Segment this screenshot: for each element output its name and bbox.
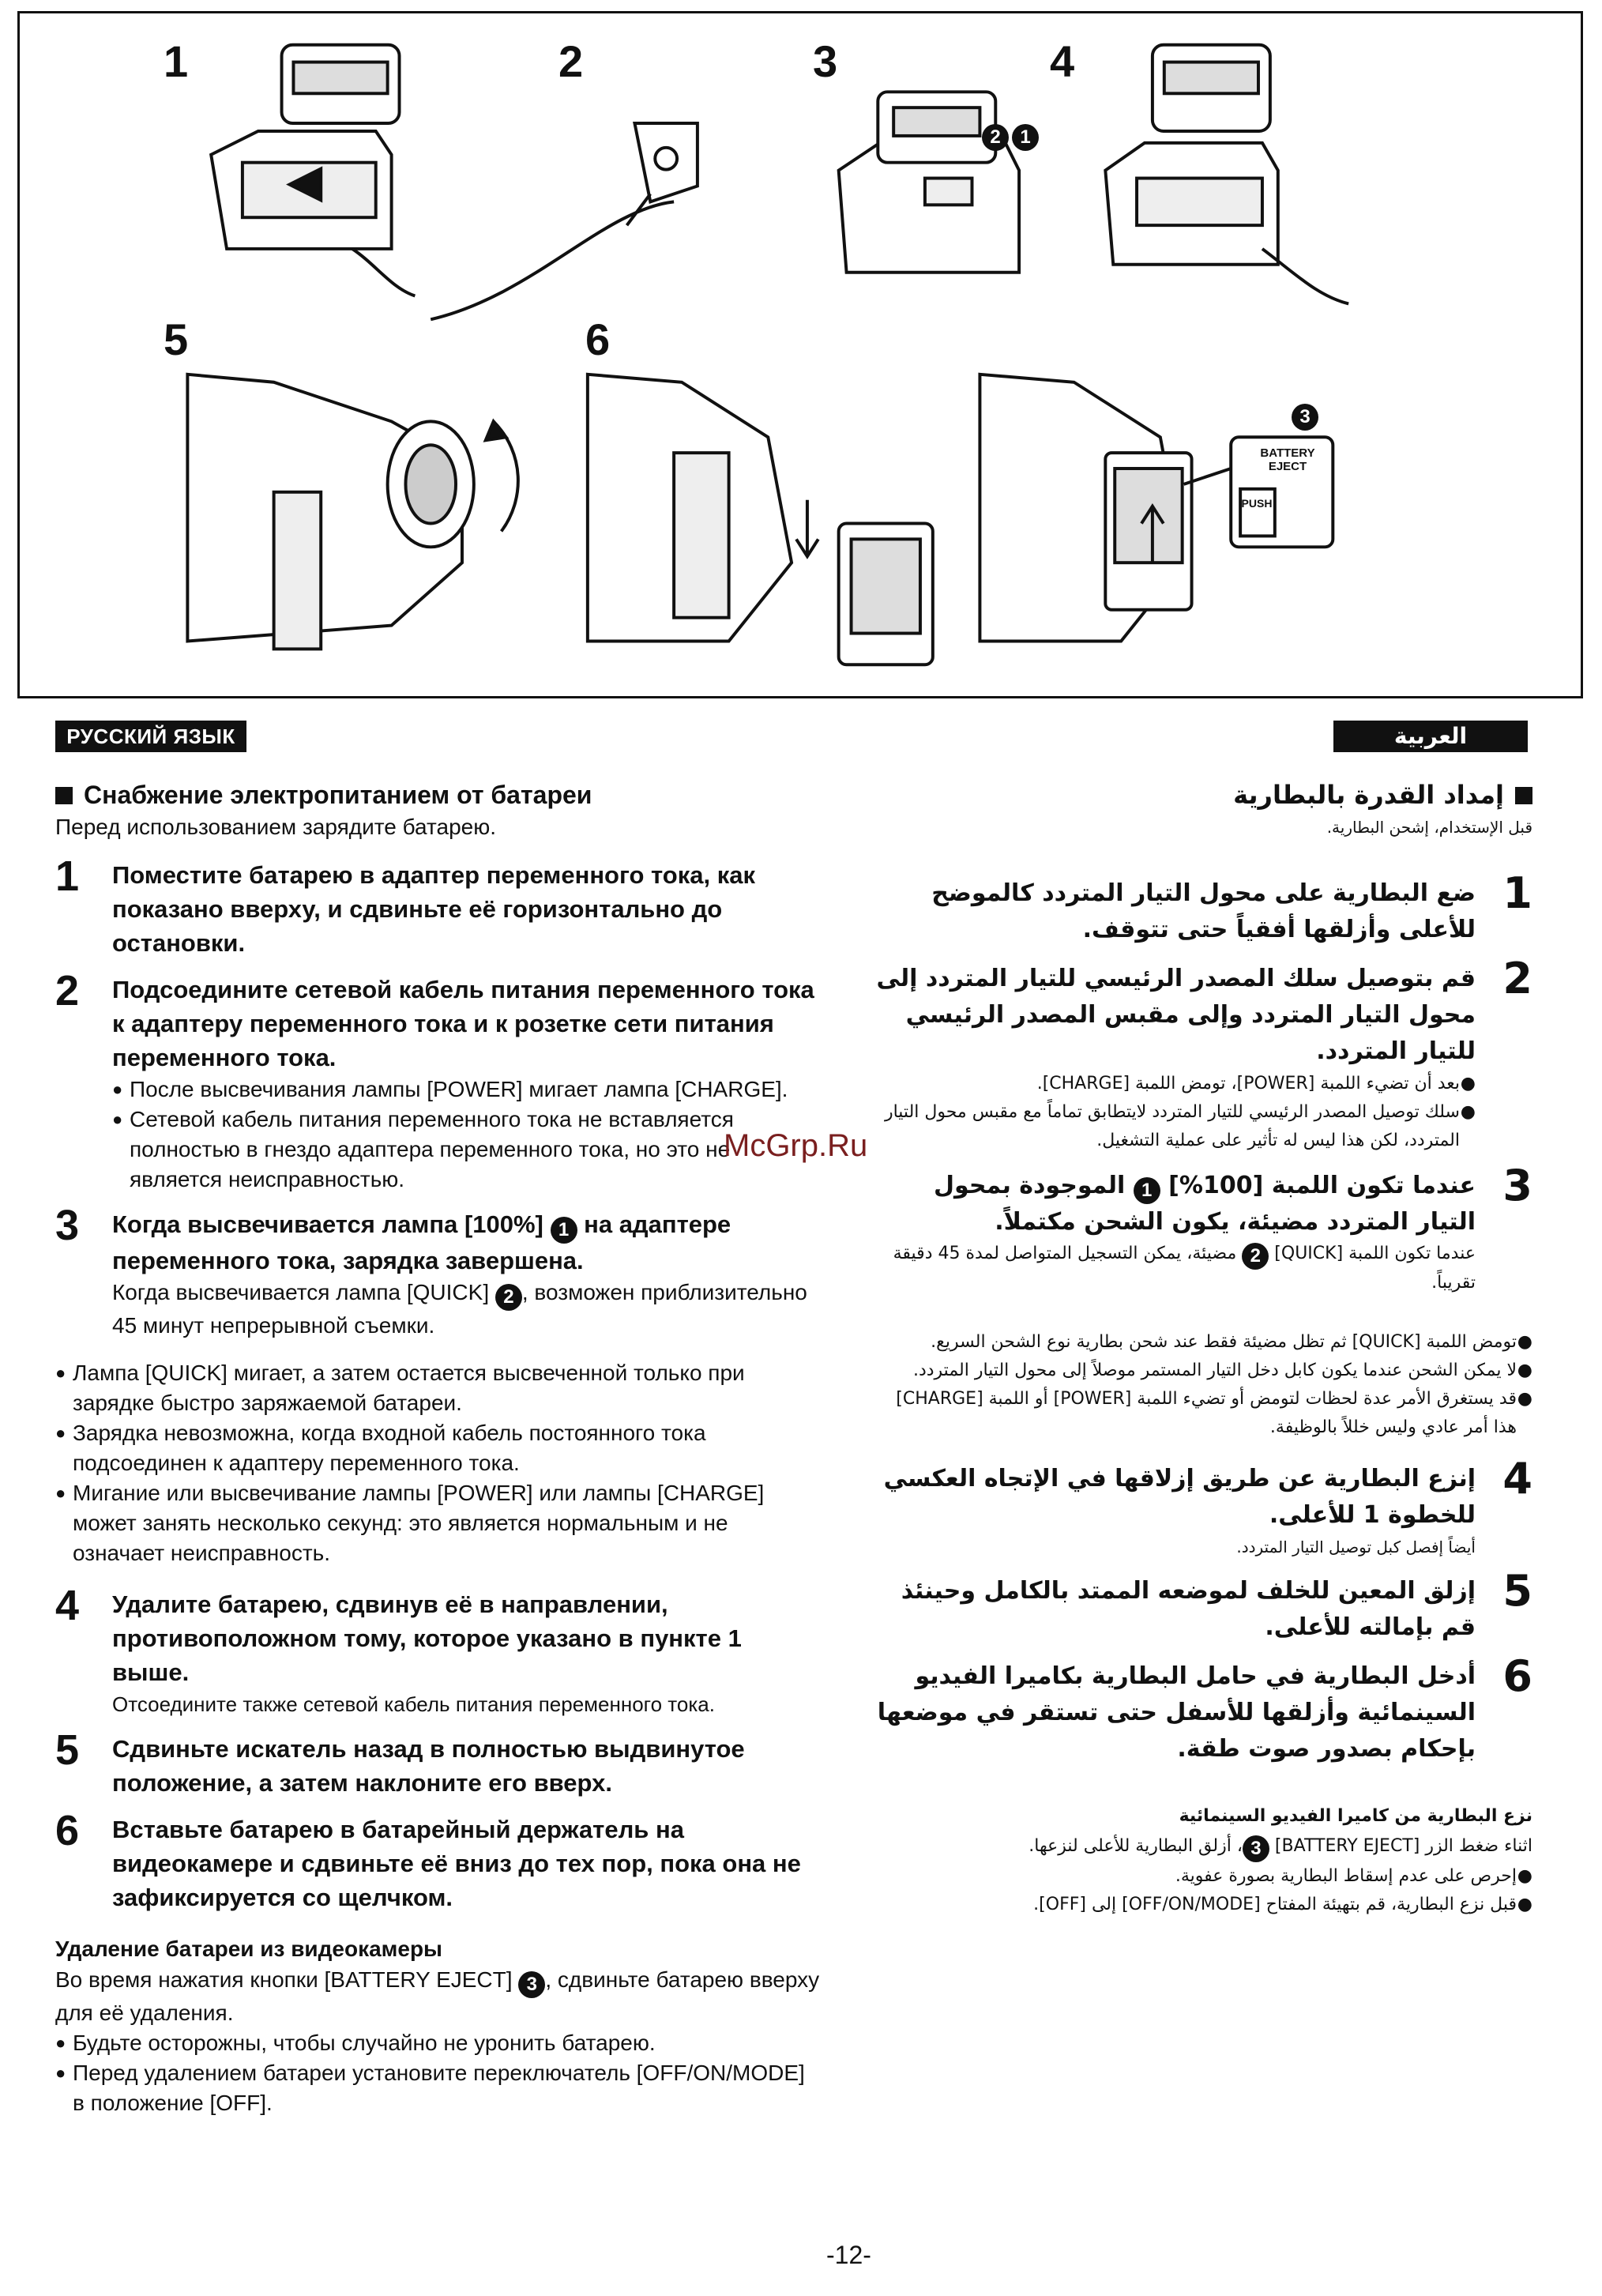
removal-bullet: ● Будьте осторожны, чтобы случайно не уронить батарею. bbox=[55, 2028, 822, 2058]
arabic-column bbox=[869, 779, 1532, 1919]
general-notes bbox=[55, 1358, 822, 1568]
charger-indicator-drawing bbox=[839, 92, 1019, 272]
step-6 bbox=[869, 1651, 1532, 1767]
step-instruction: إنزع البطارية عن طريق إزلاقها في الإتجاه العكسي للخطوة 1 للأعلى. bbox=[883, 1465, 1476, 1529]
section-title bbox=[55, 779, 822, 811]
removal-heading: نزع البطارية من كاميرا الفيديو السينمائية bbox=[1179, 1806, 1532, 1826]
step-note: Отсоедините также сетевой кабель питания переменного тока. bbox=[112, 1692, 715, 1716]
note-bullet: ● لا يمكن الشحن عندما يكون كابل دخل التيار المستمر موصلاً إلى محول التيار المتردد. bbox=[869, 1357, 1532, 1385]
note-bullet: ● Мигание или высвечивание лампы [POWER] или лампы [CHARGE] может занять несколько секунд: это является нормальным и не означает неисправность. bbox=[55, 1478, 822, 1568]
battery-eject-label: BATTERY EJECT bbox=[1260, 446, 1315, 473]
step-number: 3 bbox=[1502, 1161, 1532, 1210]
removal-text-part: , сдвиньте батарею вверху для её удаления. bbox=[55, 1967, 820, 2025]
step-instruction bbox=[869, 1168, 1476, 1240]
step-3 bbox=[869, 1161, 1532, 1297]
russian-column bbox=[55, 779, 822, 2118]
note-bullet: ● تومض اللمبة [QUICK] ثم تظل مضيئة فقط عند شحن بطارية نوع الشحن السريع. bbox=[869, 1328, 1532, 1357]
watermark: McGrp.Ru bbox=[724, 1128, 868, 1163]
removal-bullet: ● قبل نزع البطارية، قم بتهيئة المفتاح [OFF/ON/MODE] إلى [OFF]. bbox=[869, 1891, 1532, 1919]
square-bullet-icon bbox=[1515, 787, 1532, 804]
step-number: 1 bbox=[55, 853, 80, 900]
intro-text: Перед использованием зарядите батарею. bbox=[55, 815, 496, 839]
step-number: 5 bbox=[1502, 1566, 1532, 1616]
callout-3-icon: 3 bbox=[1292, 404, 1318, 431]
step-bullet: ● بعد أن تضيء اللمبة [POWER]، تومض اللمبة [CHARGE]. bbox=[869, 1070, 1476, 1098]
general-notes bbox=[869, 1328, 1532, 1442]
step-instruction: أدخل البطارية في حامل البطارية بكاميرا الفيديو السينمائية وأزلقها للأسفل حتى تستقر في موضعها بإحكام بصدور صوت طقة. bbox=[877, 1662, 1476, 1763]
callout-2-icon: 2 bbox=[495, 1284, 522, 1311]
removal-text bbox=[869, 1832, 1532, 1862]
step-number: 4 bbox=[55, 1582, 80, 1629]
step-4 bbox=[869, 1454, 1532, 1560]
step-6 bbox=[55, 1807, 822, 1914]
step-number: 6 bbox=[55, 1807, 80, 1854]
step-instruction: قم بتوصيل سلك المصدر الرئيسي للتيار المتردد إلى محول التيار المتردد وإلى مقبس المصدر الرئيسي للتيار المتردد. bbox=[876, 965, 1476, 1065]
step-number: 5 bbox=[55, 1726, 80, 1774]
callout-1-icon: 1 bbox=[1134, 1177, 1160, 1204]
push-label: PUSH bbox=[1241, 497, 1273, 510]
step-note bbox=[112, 1278, 822, 1341]
removal-text-part: اثناء ضغط الزر [BATTERY EJECT] bbox=[1269, 1836, 1532, 1856]
callout-3-icon: 3 bbox=[1243, 1835, 1269, 1862]
callout-1-icon: 1 bbox=[551, 1217, 577, 1244]
step-instruction: Удалите батарею, сдвинув её в направлении, противоположном тому, которое указано в пункте 1 выше. bbox=[112, 1590, 742, 1686]
russian-language-label: РУССКИЙ ЯЗЫК bbox=[55, 721, 246, 752]
step-1 bbox=[55, 853, 822, 960]
step-bullet: ● Сетевой кабель питания переменного тока не вставляется полностью в гнездо адаптера переменного тока, но это не является неисправностью. bbox=[112, 1105, 822, 1195]
figure-step-6: 6 bbox=[585, 314, 611, 364]
step-instruction: Поместите батарею в адаптер переменного тока, как показано вверху, и сдвиньте её горизонтально до остановки. bbox=[112, 861, 755, 957]
battery-insert-drawing bbox=[588, 375, 933, 664]
step-number: 2 bbox=[1502, 954, 1532, 1003]
callout-3-icon: 3 bbox=[518, 1971, 545, 1998]
section-title-text: Снабжение электропитанием от батареи bbox=[84, 781, 592, 809]
note-bullet: ● قد يستغرق الأمر عدة لحظات لتومض أو تضيء اللمبة [POWER] أو اللمبة [CHARGE] هذا أمر عادي وليس خللاً بالوظيفة. bbox=[869, 1385, 1532, 1442]
callout-2-icon: 2 bbox=[982, 124, 1009, 151]
step-5 bbox=[869, 1566, 1532, 1646]
figure-step-2: 2 bbox=[558, 36, 584, 86]
step-note bbox=[869, 1240, 1476, 1297]
step-2 bbox=[869, 954, 1532, 1155]
step-instruction: ضع البطارية على محول التيار المتردد كالموضح للأعلى وأزلقها أفقياً حتى تتوقف. bbox=[931, 879, 1476, 943]
step-instruction-part: на адаптере переменного тока, зарядка завершена. bbox=[112, 1210, 731, 1274]
callout-1-icon: 1 bbox=[1012, 124, 1039, 151]
note-bullet: ● Зарядка невозможна, когда входной кабель постоянного тока подсоединен к адаптеру переменного тока. bbox=[55, 1418, 822, 1478]
step-2 bbox=[55, 967, 822, 1195]
step-5 bbox=[55, 1726, 822, 1800]
step-instruction bbox=[112, 1207, 822, 1278]
step-instruction: Подсоедините сетевой кабель питания переменного тока к адаптеру переменного тока и к розетке сети питания переменного тока. bbox=[112, 976, 814, 1071]
removal-heading: Удаление батареи из видеокамеры bbox=[55, 1937, 442, 1961]
removal-text bbox=[55, 1965, 822, 2028]
camcorder-viewfinder-drawing bbox=[187, 375, 517, 649]
charger-with-battery-drawing bbox=[211, 45, 415, 296]
intro-text: قبل الإستخدام، إشحن البطارية. bbox=[1326, 818, 1532, 837]
page-number: -12- bbox=[826, 2241, 871, 2269]
step-number: 2 bbox=[55, 967, 80, 1014]
arabic-language-label: العربية bbox=[1333, 721, 1528, 752]
removal-bullet: ● إحرص على عدم إسقاط البطارية بصورة عفوية. bbox=[869, 1862, 1532, 1891]
figure-step-4: 4 bbox=[1050, 36, 1075, 86]
step-note-part: , возможен приблизительно 45 минут непрерывной съемки. bbox=[112, 1280, 807, 1338]
step-4 bbox=[55, 1582, 822, 1719]
step-instruction-part: Когда высвечивается лампа [100%] bbox=[112, 1210, 551, 1238]
charger-removal-drawing bbox=[1105, 45, 1348, 304]
removal-bullet: ● Перед удалением батареи установите переключатель [OFF/ON/MODE] в положение [OFF]. bbox=[55, 2058, 822, 2118]
step-note-part: مضيئة، يمكن التسجيل المتواصل لمدة 45 دقيقة تقريباً. bbox=[893, 1244, 1476, 1293]
square-bullet-icon bbox=[55, 787, 73, 804]
step-number: 4 bbox=[1502, 1454, 1532, 1504]
step-bullet: ● После высвечивания лампы [POWER] мигает лампа [CHARGE]. bbox=[112, 1075, 822, 1105]
step-instruction-part: عندما تكون اللمبة [100%] bbox=[1160, 1172, 1476, 1199]
step-note: أيضاً إفصل كبل توصيل التيار المتردد. bbox=[1236, 1538, 1476, 1556]
step-bullet: ● سلك توصيل المصدر الرئيسي للتيار المتردد لايتطابق تماماً مع مقبس محول التيار المتردد، لكن هذا ليس له تأثير على عملية التشغيل. bbox=[869, 1098, 1476, 1155]
battery-charging-illustration bbox=[20, 13, 1581, 696]
step-1 bbox=[869, 868, 1532, 948]
section-title bbox=[869, 779, 1532, 811]
illustration-panel bbox=[17, 11, 1583, 698]
step-number: 6 bbox=[1502, 1651, 1532, 1701]
step-note-part: Когда высвечивается лампа [QUICK] bbox=[112, 1280, 495, 1304]
figure-step-3: 3 bbox=[813, 36, 838, 86]
removal-text-part: ، أزلق البطارية للأعلى لنزعها. bbox=[1029, 1836, 1243, 1856]
step-note-part: عندما تكون اللمبة [QUICK] bbox=[1269, 1244, 1476, 1263]
callout-2-icon: 2 bbox=[1242, 1243, 1269, 1270]
section-title-text: إمداد القدرة بالبطارية bbox=[1233, 780, 1504, 810]
figure-step-5: 5 bbox=[164, 314, 189, 364]
step-instruction: Вставьте батарею в батарейный держатель на видеокамере и сдвиньте её вниз до тех пор, пока она не зафиксируется со щелчком. bbox=[112, 1816, 801, 1911]
removal-text-part: Во время нажатия кнопки [BATTERY EJECT] bbox=[55, 1967, 519, 1992]
step-instruction: Сдвиньте искатель назад в полностью выдвинутое положение, а затем наклоните его вверх. bbox=[112, 1735, 745, 1797]
step-3 bbox=[55, 1202, 822, 1341]
step-instruction: إزلق المعين للخلف لموضعه الممتد بالكامل وحينئذ قم بإمالته للأعلى. bbox=[901, 1577, 1476, 1641]
step-number: 1 bbox=[1502, 868, 1532, 918]
outlet-and-cable-drawing bbox=[431, 123, 698, 319]
step-number: 3 bbox=[55, 1202, 80, 1249]
step-instruction-part: الموجودة بمحول التيار المتردد مضيئة، يكون الشحن مكتملاً. bbox=[934, 1172, 1476, 1236]
note-bullet: ● Лампа [QUICK] мигает, а затем остается высвеченной только при зарядке быстро заряжаемой батареи. bbox=[55, 1358, 822, 1418]
figure-step-1: 1 bbox=[164, 36, 189, 86]
